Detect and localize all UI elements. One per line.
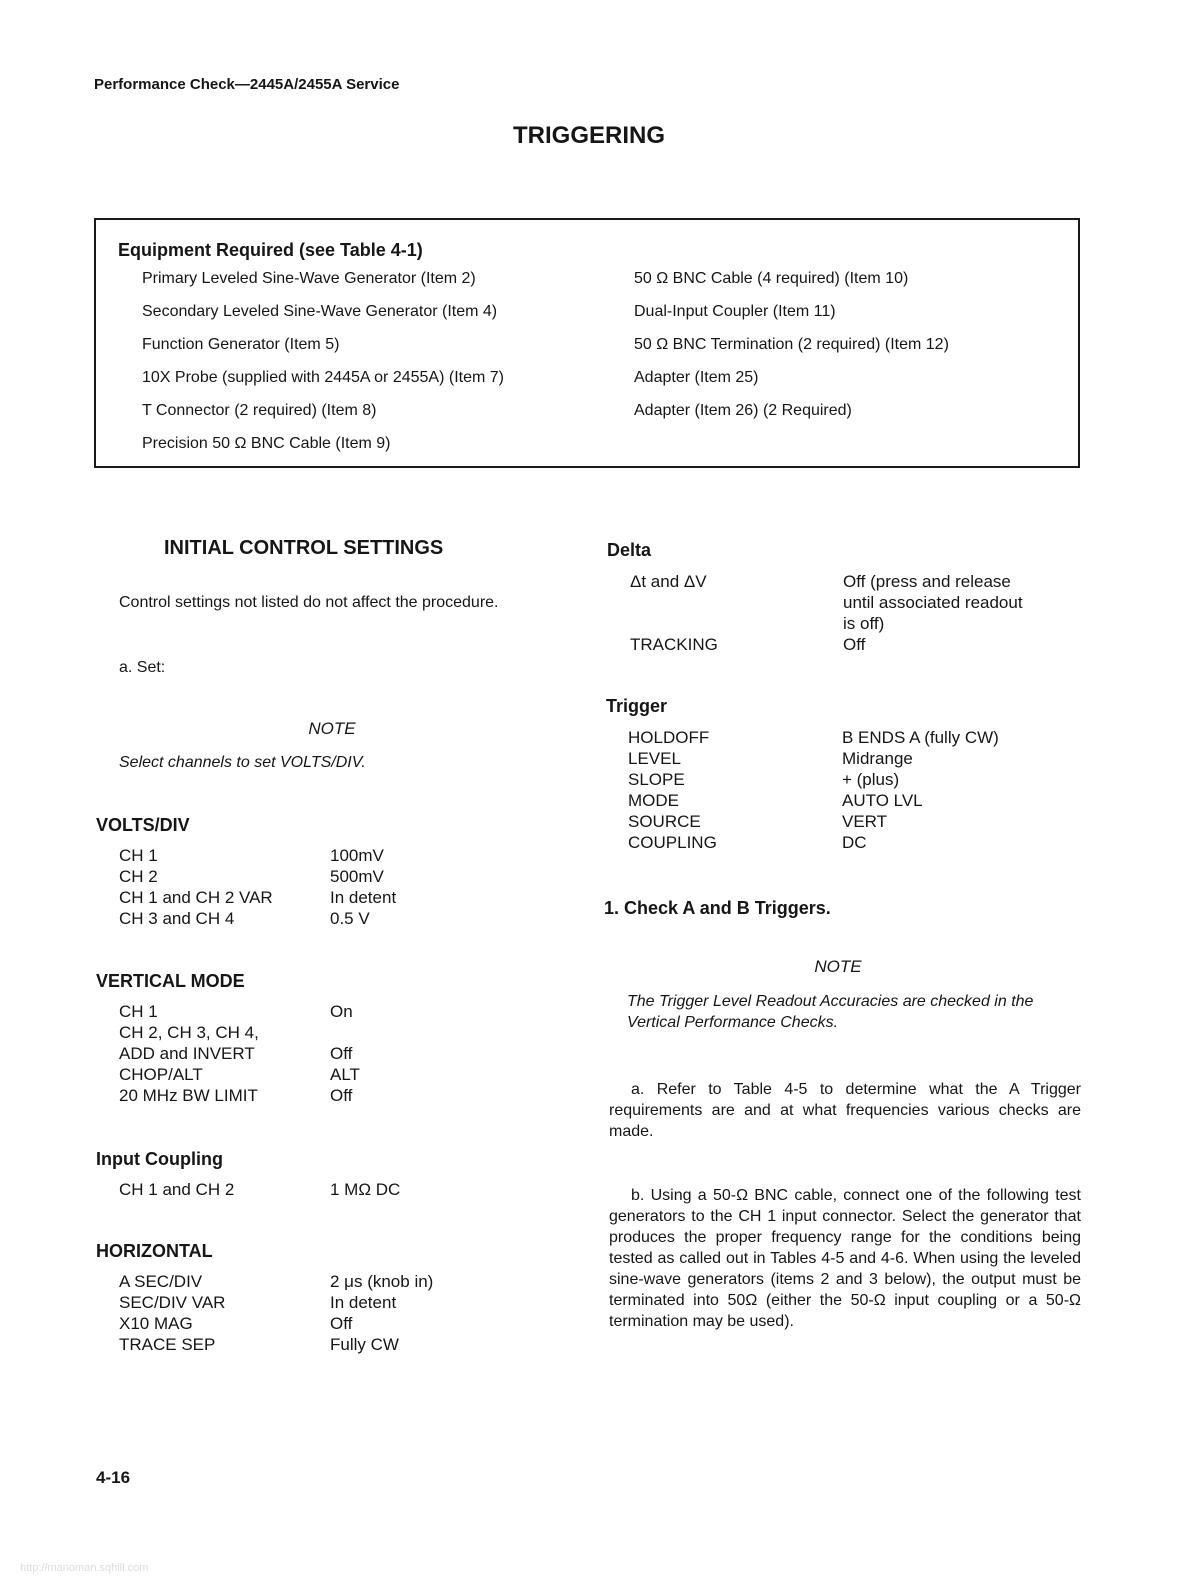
setting-row <box>119 1271 459 1292</box>
tracking-label: TRACKING <box>630 635 718 654</box>
equipment-item: Precision 50 Ω BNC Cable (Item 9) <box>142 435 391 452</box>
equipment-required-box <box>94 218 1080 468</box>
setting-label: LEVEL <box>628 749 681 768</box>
setting-label: 20 MHz BW LIMIT <box>119 1086 258 1105</box>
equipment-item: Adapter (Item 25) <box>634 369 759 386</box>
setting-row <box>628 727 1028 748</box>
step-b-text: b. Using a 50-Ω BNC cable, connect one of the following test generators to the CH 1 input connector. Select the generator that produces the proper frequency range for the conditions being tested as called out in Tables 4-5 and 4-6. When using the leveled sine-wave generators (items 2 and 3 below), the output must be terminated into 50Ω (either the 50-Ω input coupling or a 50-Ω termination may be used). <box>609 1187 1081 1330</box>
setting-label: A SEC/DIV <box>119 1272 203 1291</box>
setting-label: TRACE SEP <box>119 1335 216 1354</box>
setting-label: CH 1 <box>119 1002 158 1021</box>
setting-row <box>628 832 1028 853</box>
setting-label: MODE <box>628 791 679 810</box>
volts-div-settings <box>119 845 439 929</box>
page-number: 4-16 <box>96 1468 131 1487</box>
setting-row <box>119 845 439 866</box>
trigger-settings <box>628 727 1028 853</box>
setting-value: 1 MΩ DC <box>330 1180 401 1199</box>
note-title: NOTE <box>814 957 862 976</box>
setting-label: HOLDOFF <box>628 728 710 747</box>
setting-value-line: is off) <box>843 614 885 633</box>
setting-row <box>119 1313 459 1334</box>
setting-row <box>119 887 439 908</box>
setting-row <box>119 866 439 887</box>
vertical-mode-heading: VERTICAL MODE <box>96 971 245 991</box>
setting-value: 2 μs (knob in) <box>330 1272 434 1291</box>
setting-label: CH 1 and CH 2 <box>119 1180 235 1199</box>
setting-value: 500mV <box>330 867 384 886</box>
setting-value: Off <box>330 1086 353 1105</box>
setting-label: SEC/DIV VAR <box>119 1293 226 1312</box>
setting-label: CHOP/ALT <box>119 1065 203 1084</box>
input-coupling-settings <box>119 1179 439 1200</box>
setting-label: CH 1 and CH 2 VAR <box>119 888 273 907</box>
note-text: Select channels to set VOLTS/DIV. <box>119 754 366 771</box>
step-a-text: a. Refer to Table 4-5 to determine what the A Trigger requirements are and at what frequencies various checks are made. <box>609 1081 1081 1140</box>
equipment-item: Secondary Leveled Sine-Wave Generator (Item 4) <box>142 303 498 320</box>
setting-row <box>628 769 1028 790</box>
setting-row <box>119 1064 439 1085</box>
equipment-item: 10X Probe (supplied with 2445A or 2455A) (Item 7) <box>142 369 504 386</box>
horizontal-heading: HORIZONTAL <box>96 1241 213 1261</box>
setting-value: On <box>330 1002 353 1021</box>
trigger-heading: Trigger <box>606 696 668 716</box>
tracking-value: Off <box>843 635 866 654</box>
setting-row <box>119 1001 439 1022</box>
setting-row <box>628 748 1028 769</box>
setting-label: CH 1 <box>119 846 158 865</box>
equipment-item: Function Generator (Item 5) <box>142 336 340 353</box>
initial-intro: Control settings not listed do not affect the procedure. <box>119 594 499 611</box>
setting-label: X10 MAG <box>119 1314 193 1333</box>
setting-row <box>119 1179 439 1200</box>
equipment-item: 50 Ω BNC Termination (2 required) (Item 12) <box>634 336 949 353</box>
setting-value: AUTO LVL <box>842 791 923 810</box>
equipment-item: Dual-Input Coupler (Item 11) <box>634 303 836 320</box>
setting-value: Fully CW <box>330 1335 399 1354</box>
setting-label: CH 3 and CH 4 <box>119 909 235 928</box>
setting-row <box>119 1085 439 1106</box>
check-triggers-heading: 1. Check A and B Triggers. <box>604 898 831 918</box>
note-text: The Trigger Level Readout Accuracies are checked in the Vertical Performance Checks. <box>627 993 1034 1031</box>
source-url: http://manoman.sqhill.com <box>20 1562 149 1574</box>
setting-value: In detent <box>330 888 397 907</box>
setting-label: CH 2, CH 3, CH 4, <box>119 1023 259 1042</box>
running-header: Performance Check—2445A/2455A Service <box>94 76 400 93</box>
horizontal-settings <box>119 1271 459 1355</box>
setting-value: DC <box>842 833 867 852</box>
volts-div-heading: VOLTS/DIV <box>96 815 190 835</box>
setting-value-line: until associated readout <box>843 593 1023 612</box>
delta-at-av-label: Δt and ΔV <box>630 572 707 591</box>
setting-row <box>628 790 1028 811</box>
setting-value: Off <box>330 1044 353 1063</box>
setting-row <box>119 1043 439 1064</box>
delta-heading: Delta <box>607 540 652 560</box>
setting-value: In detent <box>330 1293 397 1312</box>
equipment-heading: Equipment Required (see Table 4-1) <box>118 240 423 260</box>
setting-label: CH 2 <box>119 867 158 886</box>
step-a-set: a. Set: <box>119 659 166 676</box>
vertical-mode-settings <box>119 1001 439 1106</box>
equipment-item: Adapter (Item 26) (2 Required) <box>634 402 852 419</box>
setting-value: 0.5 V <box>330 909 370 928</box>
page-title: TRIGGERING <box>512 122 665 149</box>
equipment-item: 50 Ω BNC Cable (4 required) (Item 10) <box>634 270 909 287</box>
initial-control-settings-heading: INITIAL CONTROL SETTINGS <box>164 537 444 559</box>
setting-value-line: Off (press and release <box>843 572 1011 591</box>
setting-value: Off <box>330 1314 353 1333</box>
setting-value: VERT <box>842 812 888 831</box>
delta-at-av-value <box>843 571 1023 634</box>
setting-row <box>119 1022 439 1043</box>
setting-row <box>119 1334 459 1355</box>
equipment-list-left <box>142 268 504 466</box>
setting-label: SOURCE <box>628 812 701 831</box>
setting-value: + (plus) <box>842 770 900 789</box>
setting-value: ALT <box>330 1065 360 1084</box>
setting-value: Midrange <box>842 749 913 768</box>
setting-row <box>119 908 439 929</box>
note-title: NOTE <box>308 719 356 738</box>
setting-label: ADD and INVERT <box>119 1044 255 1063</box>
equipment-list-right <box>634 268 949 433</box>
setting-row <box>628 811 1028 832</box>
setting-value: 100mV <box>330 846 384 865</box>
setting-row <box>119 1292 459 1313</box>
equipment-item: T Connector (2 required) (Item 8) <box>142 402 377 419</box>
setting-label: SLOPE <box>628 770 685 789</box>
setting-label: COUPLING <box>628 833 717 852</box>
equipment-item: Primary Leveled Sine-Wave Generator (Item 2) <box>142 270 476 287</box>
setting-value: B ENDS A (fully CW) <box>842 728 999 747</box>
input-coupling-heading: Input Coupling <box>96 1149 223 1169</box>
